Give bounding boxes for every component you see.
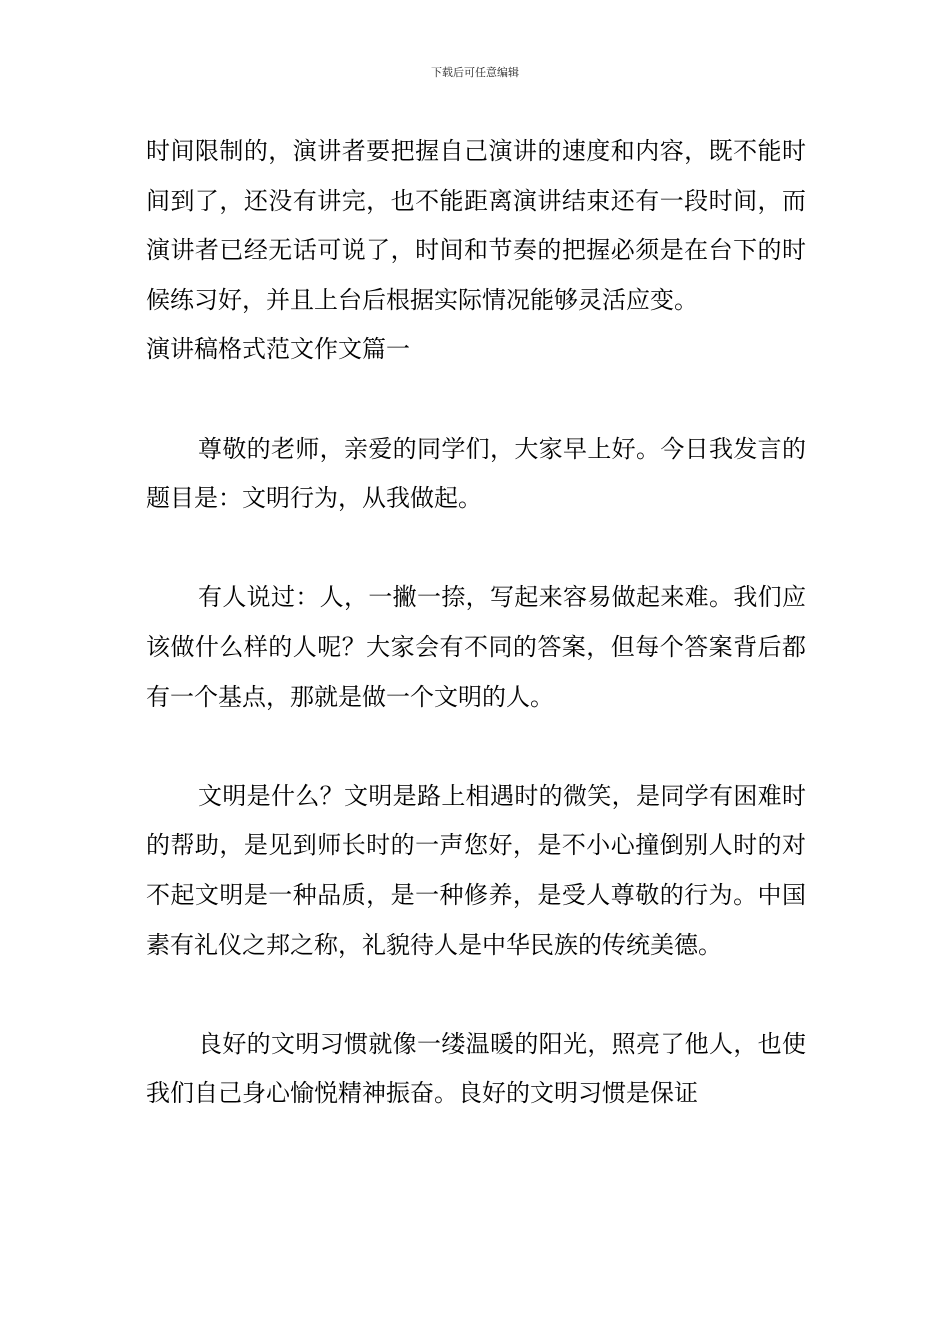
- header-note: 下载后可任意编辑: [431, 66, 519, 79]
- paragraph-civility: 文明是什么？文明是路上相遇时的微笑，是同学有困难时的帮助，是见到师长时的一声您好，是不小心撞倒别人时的对不起文明是一种品质，是一种修养，是受人尊敬的行为。中国素有礼仪之邦之称，礼貌待人是中华民族的传统美德。: [146, 781, 806, 959]
- blank-line: [146, 375, 806, 425]
- blank-line: [146, 722, 806, 772]
- section-heading: 演讲稿格式范文作文篇一: [146, 335, 410, 364]
- paragraph-continuation: 时间限制的，演讲者要把握自己演讲的速度和内容，既不能时间到了，还没有讲完，也不能距离演讲结束还有一段时间，而演讲者已经无话可说了，时间和节奏的把握必须是在台下的时候练习好，并且上台后根据实际情况能够灵活应变。: [146, 137, 806, 314]
- paragraph-greeting: 尊敬的老师，亲爱的同学们，大家早上好。今日我发言的题目是：文明行为，从我做起。: [146, 434, 806, 513]
- blank-line: [146, 524, 806, 574]
- blank-line: [146, 970, 806, 1020]
- paragraph-habits: 良好的文明习惯就像一缕温暖的阳光，照亮了他人，也使我们自己身心愉悦精神振奋。良好的文明习惯是保证: [146, 1029, 806, 1108]
- document-body: [146, 127, 806, 1119]
- paragraph-quote: 有人说过：人，一撇一捺，写起来容易做起来难。我们应该做什么样的人呢？大家会有不同的答案，但每个答案背后都有一个基点，那就是做一个文明的人。: [146, 583, 806, 711]
